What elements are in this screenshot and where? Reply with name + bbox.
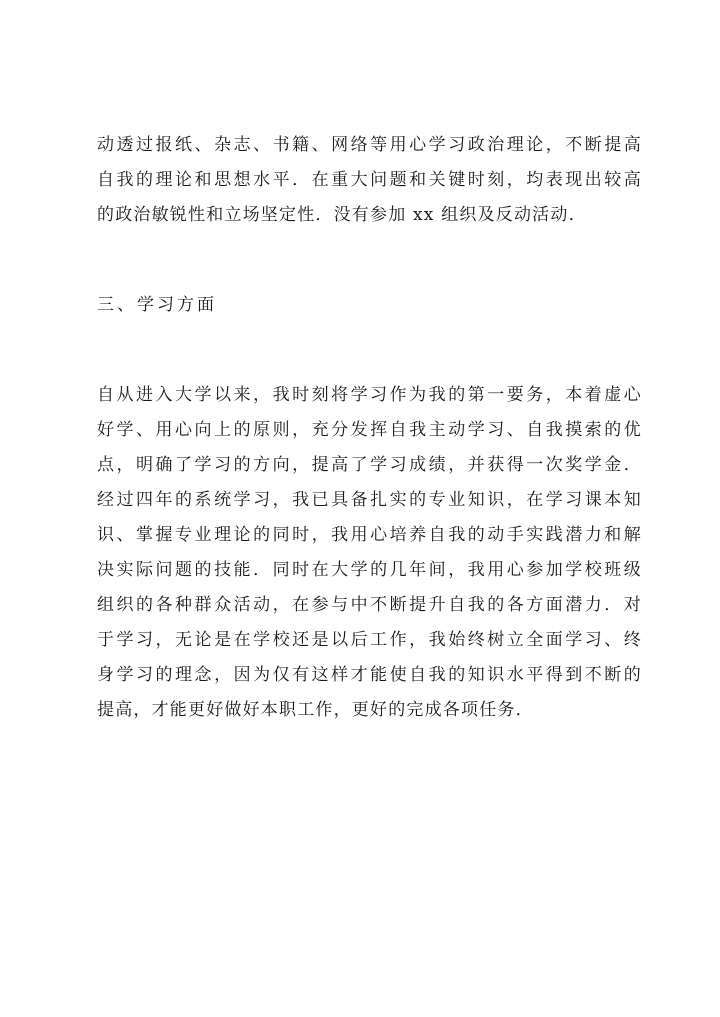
text-line: 身学习的理念，因为仅有这样才能使自我的知识水平得到不断的 [97, 665, 642, 685]
text-line: 提高，才能更好做好本职工作，更好的完成各项任务． [97, 700, 534, 720]
text-line: 的政治敏锐性和立场坚定性．没有参加 xx 组织及反动活动． [97, 205, 587, 225]
paragraph-study [97, 378, 642, 728]
text-line: 自我的理论和思想水平．在重大问题和关键时刻，均表现出较高 [97, 170, 642, 190]
paragraph-political [97, 128, 642, 233]
document-body [97, 128, 642, 728]
text-line: 组织的各种群众活动，在参与中不断提升自我的各方面潜力．对 [97, 595, 642, 615]
text-line: 决实际问题的技能．同时在大学的几年间，我用心参加学校班级 [97, 560, 642, 580]
text-line: 经过四年的系统学习，我已具备扎实的专业知识，在学习课本知 [97, 490, 642, 510]
text-line: 动透过报纸、杂志、书籍、网络等用心学习政治理论，不断提高 [97, 135, 642, 155]
text-line: 自从进入大学以来，我时刻将学习作为我的第一要务，本着虚心 [97, 385, 642, 405]
text-line: 于学习，无论是在学校还是以后工作，我始终树立全面学习、终 [97, 630, 642, 650]
text-line: 点，明确了学习的方向，提高了学习成绩，并获得一次奖学金． [97, 455, 642, 475]
text-line: 识、掌握专业理论的同时，我用心培养自我的动手实践潜力和解 [97, 525, 642, 545]
section-heading-text: 三、学习方面 [97, 295, 217, 315]
text-line: 好学、用心向上的原则，充分发挥自我主动学习、自我摸索的优 [97, 420, 642, 440]
section-heading [97, 288, 642, 323]
